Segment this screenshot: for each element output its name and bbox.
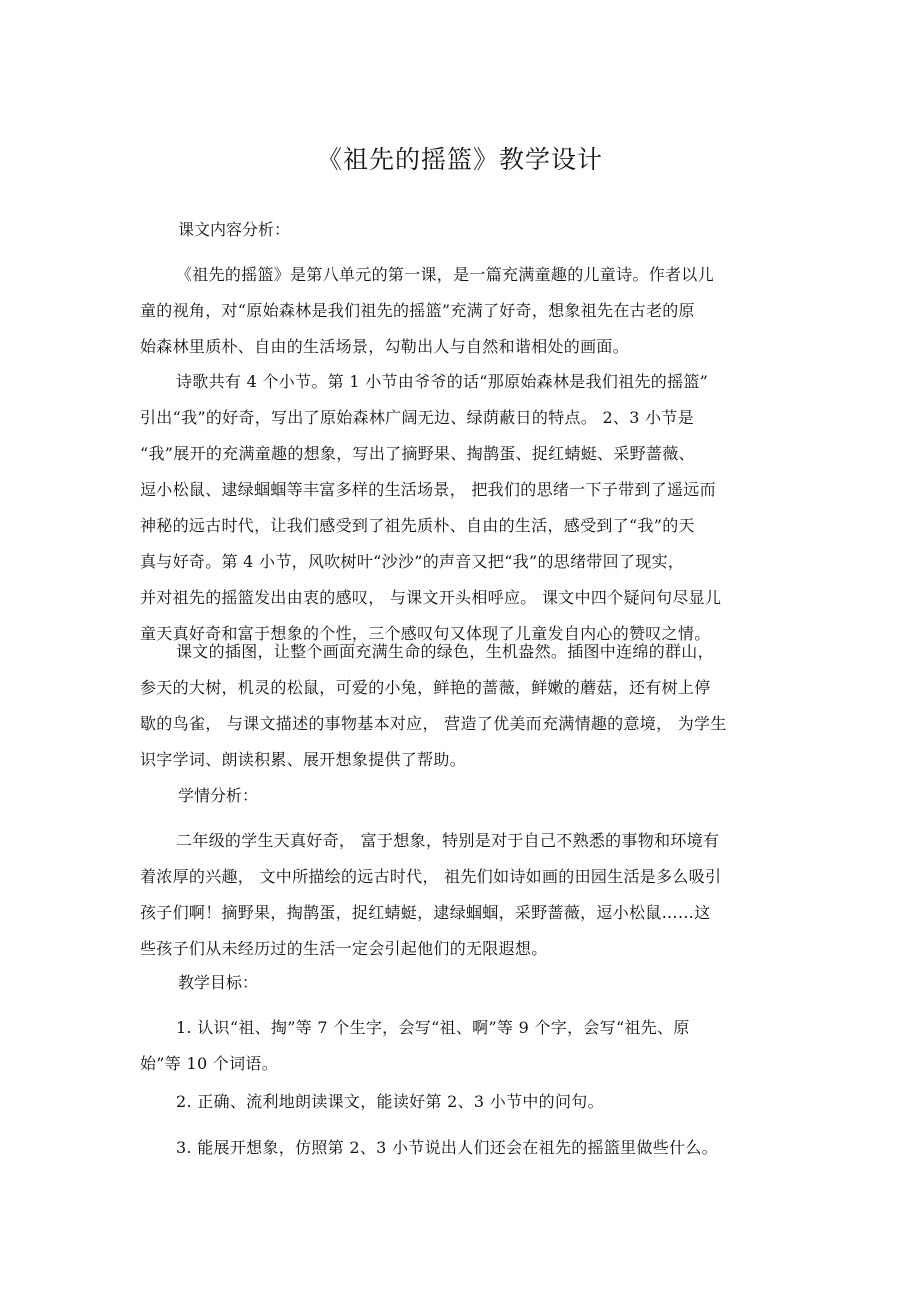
text-line: 逗小松鼠、逮绿蝈蝈等丰富多样的生活场景， 把我们的思绪一下子带到了遥远而 [140,480,716,499]
text-line: 并对祖先的摇篮发出由衷的感叹， 与课文开头相呼应。 课文中四个疑问句尽显儿 [140,588,722,607]
goal-item-2 [140,1084,780,1120]
text-line: 些孩子们从未经历过的生活一定会引起他们的无限遐想。 [140,939,548,958]
section-heading-student-analysis: 学情分析： [178,786,259,805]
section-heading-teaching-goals: 教学目标： [178,973,259,992]
text-line: 着浓厚的兴趣， 文中所描绘的远古时代， 祖先们如诗如画的田园生活是多么吸引 [140,867,722,886]
goal-item-1 [140,1010,780,1082]
text-line: 诗歌共有 4 个小节。第 1 小节由爷爷的话“那原始森林是我们祖先的摇篮” [176,372,709,391]
text-line: 识字学词、朗读积累、展开想象提供了帮助。 [140,750,467,769]
paragraph-poem-structure [140,364,780,652]
paragraph-students [140,823,780,967]
text-line: 参天的大树，机灵的松鼠，可爱的小兔，鲜艳的蔷薇，鲜嫩的蘑菇，还有树上停 [140,678,711,697]
text-line: 2. 正确、流利地朗读课文，能读好第 2、3 小节中的问句。 [176,1092,604,1111]
text-line: 童天真好奇和富于想象的个性，三个感叹句又体现了儿童发自内心的赞叹之情。 [140,624,711,643]
text-line: 真与好奇。第 4 小节，风吹树叶“沙沙”的声音又把“我”的思绪带回了现实， [140,552,685,571]
text-line: 《祖先的摇篮》是第八单元的第一课，是一篇充满童趣的儿童诗。作者以儿 [176,265,714,284]
text-line: 始森林里质朴、自由的生活场景，勾勒出人与自然和谐相处的画面。 [140,337,630,356]
text-line: 1. 认识“祖、掏”等 7 个生字，会写“祖、啊”等 9 个字，会写“祖先、原 [176,1018,690,1037]
text-line: 孩子们啊！摘野果，掏鹊蛋，捉红蜻蜓，逮绿蝈蝈，采野蔷薇，逗小松鼠……这 [140,903,711,922]
text-line: 童的视角，对“原始森林是我们祖先的摇篮”充满了好奇，想象祖先在古老的原 [140,301,695,320]
text-line: 课文的插图，让整个画面充满生命的绿色，生机盎然。插图中连绵的群山， [176,642,714,661]
text-line: 神秘的远古时代，让我们感受到了祖先质朴、自由的生活，感受到了“我”的天 [140,516,695,535]
paragraph-intro [140,257,780,365]
text-line: 3. 能展开想象，仿照第 2、3 小节说出人们还会在祖先的摇篮里做些什么。 [176,1138,718,1157]
text-line: 歇的鸟雀， 与课文描述的事物基本对应， 营造了优美而充满情趣的意境， 为学生 [140,714,727,733]
goal-item-3 [140,1130,780,1166]
text-line: 引出“我”的好奇，写出了原始森林广阔无边、绿荫蔽日的特点。 2、3 小节是 [140,408,694,427]
text-line: 二年级的学生天真好奇， 富于想象，特别是对于自己不熟悉的事物和环境有 [176,831,720,850]
text-line: “我”展开的充满童趣的想象，写出了摘野果、掏鹊蛋、捉红蜻蜓、采野蔷薇、 [140,444,695,463]
section-heading-content-analysis: 课文内容分析： [178,220,291,239]
document-title: 《祖先的摇篮》教学设计 [316,145,603,174]
text-line: 始”等 10 个词语。 [140,1054,279,1073]
paragraph-illustration [140,634,780,778]
